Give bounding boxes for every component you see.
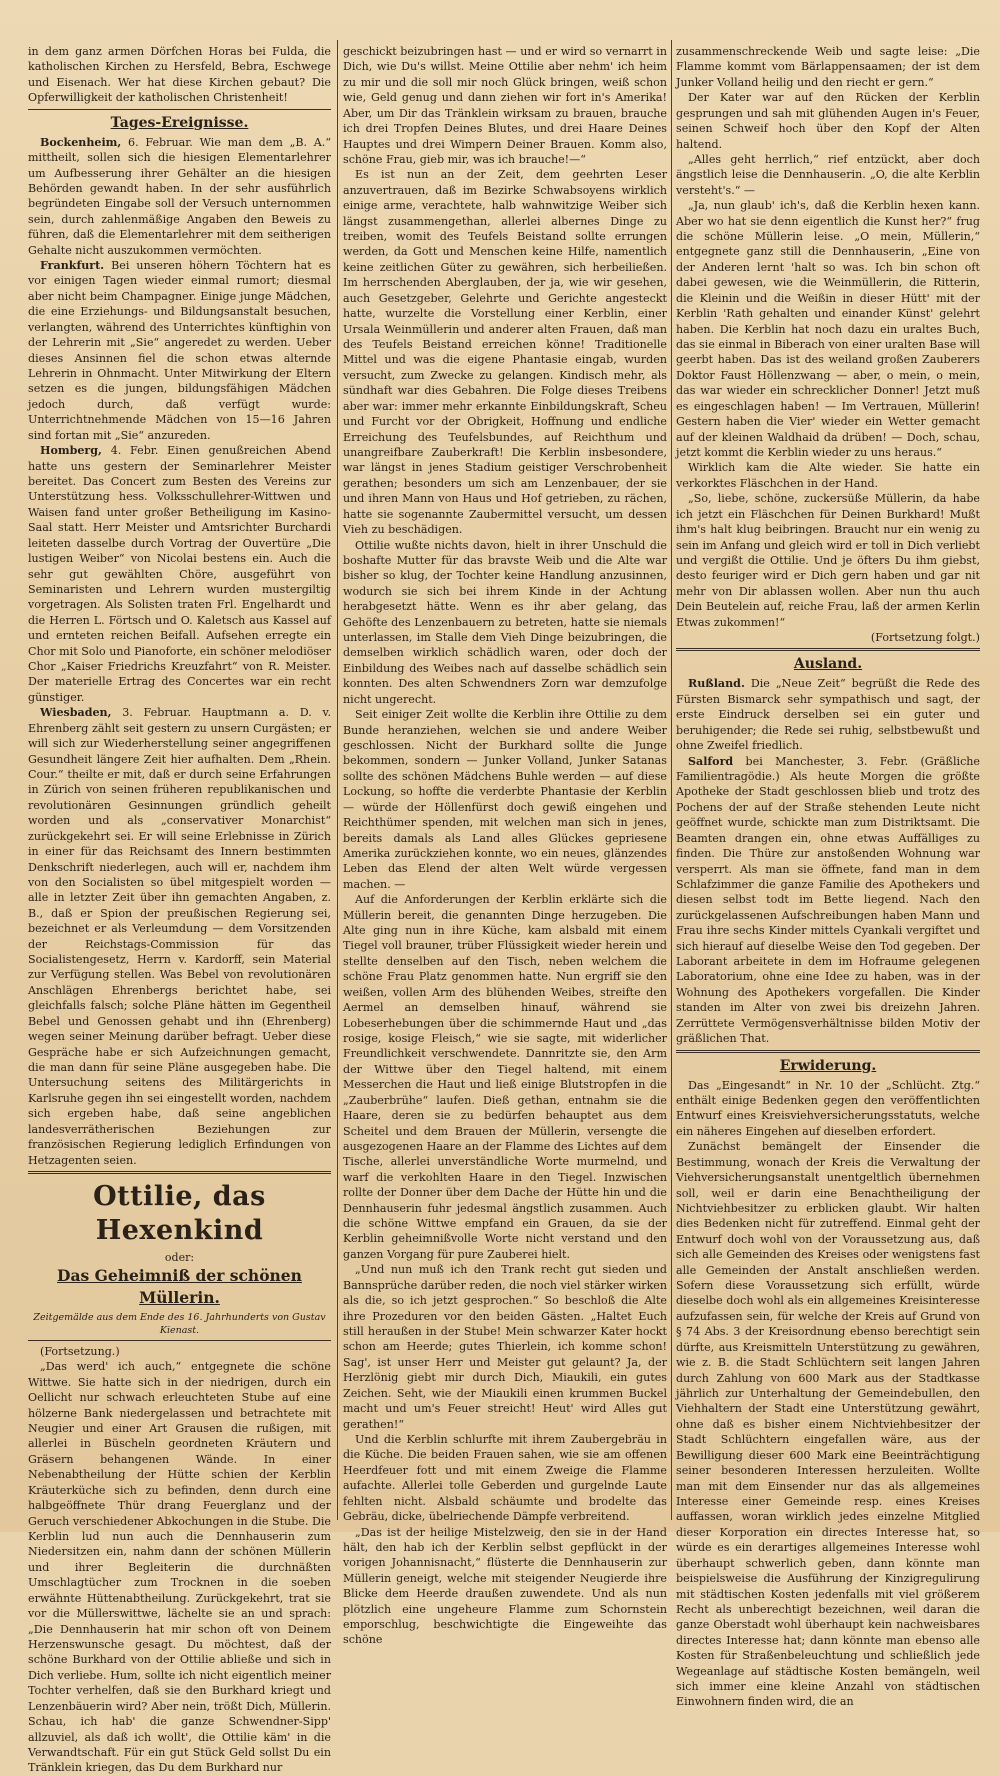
article-wiesbaden: [28, 705, 331, 1168]
story-paragraph: „Alles geht herrlich,“ rief entzückt, aber doch ängstlich leise die Dennhauserin. „O, die alte Kerblin versteht's.“ —: [676, 152, 980, 197]
divider: [28, 109, 331, 110]
text-salford: bei Manchester, 3. Febr. (Gräßliche Familientragödie.) Als heute Morgen die größte Apotheke der Stadt geschlossen blieb und trotz des Pochens der auf der Straße stehenden Leute nicht geöffnet wurde, schickte man zum Distriktsamt. Die Beamten drangen ein, ohne etwas Auffälliges zu finden. Die Thüre zur anstoßenden Wohnung war versperrt. Als man sie öffnete, fand man in dem Schlafzimmer die ganze Familie des Apothekers und diesen selbst todt im Bette liegend. Nach den zurückgelassenen Aufschreibungen haben Mann und Frau ihre sechs Kinder mittels Cyankali vergiftet und sich hierauf auf dieselbe Weise den Tod gegeben. Der Laborant arbeitete in dem im Hofraume gelegenen Laboratorium, ohne eine Idee zu haben, was in der Wohnung des Apothekers vorgefallen. Die Kinder standen im Alter von zwei bis dreizehn Jahren. Zerrüttete Vermögensverhältnisse bilden Motiv der gräßlichen That.: [676, 754, 980, 1046]
section-title-ausland: Ausland.: [793, 656, 863, 673]
divider-double: [28, 1171, 331, 1174]
divider-double: [676, 648, 980, 651]
story-title: Ottilie, das Hexenkind: [93, 1180, 266, 1246]
story-subtitle: Das Geheimniß der schönen Müllerin.: [57, 1265, 302, 1307]
erwiderung-paragraph: Das „Eingesandt“ in Nr. 10 der „Schlücht. Ztg.“ enthält einige Bedenken gegen den veröffentlichten Entwurf eines Kreisviehversicherungsstatuts, welche ein näheres Eingehen auf dieselben erfordert.: [676, 1078, 980, 1138]
story-paragraph: „Ja, nun glaub' ich's, daß die Kerblin hexen kann. Aber wo hat sie denn eigentlich die Kunst her?“ frug die schöne Müllerin leise. „O mein, Müllerin,“ entgegnete ganz still die Dennhauserin, „Eine von der Anderen lernt 'halt so was. Ich bin schon oft dabei gewesen, wie die Weinmüllerin, die Ritterin, die Kleinin und die Weißin in dieser Hütt' mit der Kerblin 'Rath gehalten und einander Künst' gelehrt haben. Die Kerblin hat noch dazu ein uraltes Buch, das sie einmal in Biberach von einer uralten Base will geerbt haben. Das ist des weiland großen Zauberers Doktor Faust Höllenzwang — aber, o mein, o mein, das war wieder ein schrecklicher Donner! Jetzt muß es eingeschlagen haben! — Im Vertrauen, Müllerin! Gestern haben die Vier' wieder ein Wetter gemacht auf der kleinen Waldhaid da drüben! — Doch, schau, jetzt kommt die Kerblin wieder zu uns heraus.“: [676, 199, 980, 459]
article-frankfurt: [28, 258, 331, 443]
place-salford: Salford: [688, 754, 734, 768]
place-russland: Rußland.: [688, 677, 745, 691]
story-text-part3: zusammenschreckende Weib und sagte leise: „Die Flamme kommt vom Bärlappensaamen; der ist dem Junker Volland heilig und den riecht er gern.“: [676, 45, 980, 89]
place-wiesbaden: Wiesbaden,: [40, 706, 112, 720]
story-paragraph: Wirklich kam die Alte wieder. Sie hatte ein verkorktes Fläschchen in der Hand.: [676, 461, 980, 490]
section-title-tagesereignisse: Tages-Ereignisse.: [110, 114, 249, 131]
story-paragraph: Und die Kerblin schlurfte mit ihrem Zaubergebräu in die Küche. Die beiden Frauen sahen, wie sie am offenen Heerdfeuer fott und mit einem Zweige die Flamme aufachte. Allerlei tolle Geberden und gurgelnde Laute fehlten nicht. Alsbald schäumte und brodelte das Gebräu, dicke, übelriechende Dämpfe verbreitend.: [343, 1432, 667, 1524]
text-russland: Die „Neue Zeit“ begrüßt die Rede des Fürsten Bismarck sehr sympathisch und sagt, der erste Eindruck derselben sei ein guter und beruhigender; die Rede sei ruhig, selbstbewußt und ohne Zweifel friedlich.: [676, 677, 981, 753]
story-paragraph: Auf die Anforderungen der Kerblin erklärte sich die Müllerin bereit, die genannten Dinge herzugeben. Die Alte ging nun in ihre Küche, kam alsbald mit einem Tiegel voll brauner, trüber Flüssigkeit wieder herein und stellte denselben auf den Tisch, neben welchem die schöne Frau Platz genommen hatte. Nun ergriff sie den weißen, vollen Arm des blühenden Weibes, streifte den Aermel an demselben hinauf, während sie Lobeserhebungen über die schimmernde Haut und „das rosige, kosige Fleisch,“ wie sie sagte, mit widerlicher Freundlichkeit verschwendete. Dannritzte sie, den Arm der Wittwe über den Tiegel haltend, mit einem Messerchen die Haut und ließ einige Blutstropfen in die „Zauberbrühe“ laufen. Dieß gethan, entnahm sie die Haare, deren sie zu bedürfen behauptet aus dem Scheitel und dem Brauen der Müllerin, versengte die ausgezogenen Haare an der Flamme des Lichtes auf dem Tische, allerlei unverständliche Worte murmelnd, und warf die verkohlten Haare in den Tiegel. Inzwischen rollte der Donner über dem Dache der Hütte hin und die Dennhauserin fuhr jedesmal ängstlich zusammen. Auch die schöne Wittwe empfand ein Grauen, da sie der Kerblin geheimnißvolle Worte nicht verstand und den ganzen Vorgang für pure Zauberei hielt.: [343, 893, 667, 1261]
text-homberg: 4. Febr. Einen genußreichen Abend hatte uns gestern der Seminarlehrer Meister bereitet. Das Concert zum Besten des Vereins zur Unterstützung hess. Volksschullehrer-Wittwen und Waisen fand unter großer Betheiligung im Kasino-Saal statt. Herr Meister und Amtsrichter Burchardi leiteten dasselbe durch Vortrag der Ouvertüre „Die lustigen Weiber“ von Nicolai bestens ein. Auch die sehr gut gewählten Chöre, ausgeführt von Seminaristen und Lehrern wurden mustergiltig vorgetragen. Als Solisten traten Frl. Engelhardt und die Herren L. Förtsch und O. Kaletsch aus Kassel auf und ernteten reichen Beifall. Aufsehen erregte ein Chor mit Solo und Pianoforte, ein schöner melodiöser Chor „Kaiser Friedrichs Kreuzfahrt“ von R. Meister. Der materielle Ertrag des Concertes war ein recht günstiger.: [28, 444, 332, 704]
story-paragraph: „So, liebe, schöne, zuckersüße Müllerin, da habe ich jetzt ein Fläschchen für Deinen Burkhard! Mußt ihm's halt klug beibringen. Braucht nur ein wenig zu sein im Anfang und gleich wird er toll in Dich verliebt und vergißt die Ottilie. Und je öfters Du ihm giebst, desto feuriger wird er Dich gern haben und gar nit mehr von Dir ablassen wollen. Aber nun thu auch Dein Beutelein auf, reiche Frau, laß der armen Kerlin Etwas zukommen!“: [676, 492, 980, 629]
text-wiesbaden: 3. Februar. Hauptmann a. D. v. Ehrenberg zählt seit gestern zu unsern Curgästen; er will sich zur Wiederherstellung seiner angegriffenen Gesundheit längere Zeit hier aufhalten. Dem „Rhein. Cour.“ theilte er mit, daß er durch seine Erfahrungen in Zürich von seinen früheren republikanischen und revolutionären Gesinnungen gründlich geheilt worden und als „conservativer Monarchist“ zurückgekehrt sei. Er will seine Erlebnisse in Zürich in einer für das Reichsamt des Innern bestimmten Denkschrift niederlegen, auch will er, nachdem ihm von den Socialisten so übel mitgespielt worden — alle in letzter Zeit über ihn gemachten Angaben, z. B., daß er Spion der preußischen Regierung sei, bezeichnet er als Verleumdung — dem Vorsitzenden der Reichstags-Commission für das Socialistengesetz, Herrn v. Kardorff, sein Material zur Verfügung stellen. Was Bebel von revolutionären Anschlägen Ehrenbergs berichtet habe, sei gleichfalls falsch; solche Pläne hätten im Gegentheil Bebel und Genossen gehabt und ihn (Ehrenberg) wegen seiner Meinung darüber befragt. Ueber diese Gespräche habe er sich Aufzeichnungen gemacht, die man dann für seine Pläne ausgegeben habe. Die Untersuchung seitens des Militärgerichts in Karlsruhe gegen ihn sei eingestellt worden, nachdem sich ergeben habe, daß seine angeblichen landesverrätherischen Beziehungen zur französischen Regierung lediglich Erfindungen von Hetzagenten seien.: [28, 706, 331, 1167]
column-middle: [343, 44, 667, 1648]
article-homberg: [28, 443, 331, 705]
section-title-erwiderung: Erwiderung.: [779, 1057, 877, 1074]
column-right: [676, 44, 980, 1710]
story-continuation: (Fortsetzung.): [40, 1344, 120, 1358]
article-bockenheim: [28, 135, 331, 258]
story-paragraph: Ottilie wußte nichts davon, hielt in ihrer Unschuld die boshafte Mutter für das bravste Weib und die Alte war bisher so klug, der Tochter keine Handlung anzusinnen, wodurch sie sich bei ihrem Kinde in der Achtung herabgesetzt hätte. Wenn es ihr aber gelang, das Gehöfte des Lenzenbauern zu betreten, hatte sie niemals unterlassen, im Stalle dem Vieh Dinge beizubringen, die demselben wirklich schädlich waren, oder doch der Einbildung des Weibes nach auf dasselbe schädlich sein konnten. Des alten Schwendners Zorn war demzufolge nicht ungerecht.: [343, 538, 667, 706]
erwiderung-paragraph: Zunächst bemängelt der Einsender die Bestimmung, wonach der Kreis die Verwaltung der Viehversicherungsanstalt unentgeltlich übernehmen soll, weil er darin eine Benachtheiligung der Nichtviehbesitzer zu erblicken glaubt. Wir halten dies Bedenken nicht für zutreffend. Einmal geht der Entwurf doch wohl von der Voraussetzung aus, daß sich alle Gemeinden des Kreises oder wenigstens fast alle Gemeinden der Anstalt anschließen werden. Sofern diese Voraussetzung sich erfüllt, würde dieselbe doch wohl als ein allgemeines Kreisinteresse aufzufassen sein, für welche der Kreis auf Grund von § 74 Abs. 3 der Kreisordnung ebenso berechtigt sein dürfte, aus Kreismitteln Unterstützung zu gewähren, wie z. B. die Stadt Schlüchtern seit langen Jahren durch Zahlung von 600 Mark aus der Stadtkasse jährlich zur Unterhaltung der Gemeindebullen, den Viehhaltern der Stadt eine Unterstützung gewährt, ohne daß es bisher einem Nichtviehbesitzer der Stadt Schlüchtern eingefallen wäre, aus der Bewilligung dieser 600 Mark eine Beeinträchtigung seiner besonderen Interessen herzuleiten. Wollte man mit dem Einsender nur das als allgemeines Interesse einer Gemeinde resp. eines Kreises auffassen, woran wirklich jedes einzelne Mitglied dieser Korporation ein directes Interesse hat, so würde es ein derartiges allgemeines Interesse wohl überhaupt schwerlich geben, dann könnte man beispielsweise die Ausführung der Kinzigregulirung mit städtischen Kosten jedenfalls mit viel größerem Recht als unberechtigt bezeichnen, weil daran die ganze Oberstadt wohl überhaupt kein nachweisbares directes Interesse hat; dann könnte man ebenso alle Kosten für Straßenbeleuchtung und schließlich jede Wegeanlage auf städtische Kosten bemängeln, weil sich immer eine kleine Anzahl von städtischen Einwohnern finden wird, die an: [676, 1140, 980, 1709]
story-byline: Zeitgemälde aus dem Ende des 16. Jahrhunderts von Gustav Kienast.: [33, 1311, 326, 1336]
column-divider-1: [337, 40, 338, 1520]
divider: [28, 1340, 331, 1341]
intro-paragraph: in dem ganz armen Dörfchen Horas bei Fulda, die katholischen Kirchen zu Hersfeld, Bebra, Eschwege und Eisenach. Wer hat diese Kirchen gebaut? Die Opferwilligkeit der katholischen Christenheit!: [28, 45, 331, 105]
story-text-part1: „Das werd' ich auch,“ entgegnete die schöne Wittwe. Sie hatte sich in der niedrigen, durch ein Oellicht nur schwach erleuchteten Stube auf eine hölzerne Bank niedergelassen und betrachtete mit Neugier und einer Art Grausen die rußigen, mit allerlei in Büscheln geordneten Kräutern und Gräsern behangenen Wände. In einer Nebenabtheilung der Hütte schien der Kerblin Kräuterküche sich zu befinden, denn durch eine halbgeöffnete Thür drang Feuerglanz und der Geruch verschiedener Abkochungen in die Stube. Die Kerblin lud nun auch die Dennhauserin zum Niedersitzen ein, nahm dann der schönen Müllerin und ihrer Begleiterin die durchnäßten Umschlagtücher zum Trocknen in die soeben erwähnte Hüttenabtheilung. Zurückgekehrt, trat sie vor die Müllerswittwe, lächelte sie an und sprach: „Die Dennhauserin hat mir schon oft von Deinem Herzenswunsche gesagt. Du möchtest, daß der schöne Burkhard von der Ottilie abließe und sich in Dich verliebe. Hum, sollte ich nicht eigentlich meiner Tochter verhelfen, daß sie den Burkhard kriegt und Lenzenbäuerin wird? Aber nein, trößt Dich, Müllerin. Schau, ich hab' die ganze Schwendner-Sipp' allzuviel, als daß ich wollt', die Ottilie käm' in die Verwandtschaft. Für ein gut Stück Geld sollst Du ein Tränklein kriegen, das Du dem Burkhard nur: [28, 1360, 331, 1775]
text-bockenheim: 6. Februar. Wie man dem „B. A.“ mittheilt, sollen sich die hiesigen Elementarlehrer um Aufbesserung ihrer Gehälter an die hiesigen Behörden gewandt haben. In der sehr ausführlich begründeten Eingabe soll der Versuch unternommen sein, durch zahlenmäßige Angaben den Beweis zu führen, daß die Elementarlehrer mit dem seitherigen Gehalte nicht auszukommen vermöchten.: [28, 135, 332, 257]
continuation-note: (Fortsetzung folgt.): [870, 631, 980, 645]
divider-double: [676, 1050, 980, 1053]
article-russland: [676, 676, 980, 753]
story-paragraph: „Und nun muß ich den Trank recht gut sieden und Bannsprüche darüber reden, die noch viel stärker wirken als die, so ich jetzt gesprochen.“ So beschloß die Alte ihre Prozeduren vor den beiden Gästen. „Haltet Euch still heraußen in der Stube! Mein schwarzer Kater hockt schon am Heerde; gutes Thierlein, ich komme schon! Sag', ist unser Herr und Meister gut gelaunt? Ja, der Herzlönig giebt mir durch Dich, Miaukili, ein gutes Zeichen. Seht, wie der Miaukili einen krummen Buckel macht und um's Feuer streicht! Heut' wird Alles gut gerathen!“: [343, 1263, 668, 1431]
story-paragraph: „Das ist der heilige Mistelzweig, den sie in der Hand hält, den hab ich der Kerblin selbst gepflückt in der vorigen Johannisnacht,“ flüsterte die Dennhauserin zur Müllerin geneigt, welche mit steigender Neugierde ihre Blicke dem Heerde draußen zuwendete. Und als nun plötzlich eine ungeheure Flamme zum Schornstein emporschlug, beschwichtigte die Eingeweihte das schöne: [343, 1525, 667, 1647]
place-frankfurt: Frankfurt.: [40, 259, 105, 273]
story-paragraph: Es ist nun an der Zeit, dem geehrten Leser anzuvertrauen, daß im Bezirke Schwabsoyens wirklich einige arme, verachtete, halb wahnwitzige Weiber sich längst zusammengethan, allerlei albernes Dinge zu treiben, womit des Teufels Beistand sollte errungen werden, da Gott und Menschen keine Hilfe, namentlich keine zeitlichen Güter zu gewähren, sich herbeiließen. Im herrschenden Aberglauben, der ja, wie wir gesehen, auch Gesetzgeber, Gelehrte und Gerichte angesteckt hatte, wurzelte die Vorstellung einer Kerblin, einer Ursala Weinmüllerin und anderer alten Frauen, daß man des Teufels Beistand erreichen könne! Traditionelle Mittel und was die eigene Phantasie eingab, wurden versucht, zum Zwecke zu gelangen. Kindisch mehr, als sündhaft war dies Gebahren. Die Folge dieses Treibens aber war: immer mehr erkannte Einbildungskraft, Scheu und Furcht vor der Obrigkeit, Hoffnung und endliche Erreichung des Teufelsbundes, auf Reichthum und unangreifbare Zauberkraft! Die Kerblin insbesondere, war längst in jenes Stadium geistiger Verschrobenheit gerathen; besonders um sich am Lenzenbauer, der sie und ihren Mann von Haus und Hof getrieben, zu rächen, hatte sie sogenannte Zaubermittel versucht, um dessen Vieh zu beschädigen.: [343, 168, 667, 537]
story-oder: oder:: [164, 1250, 195, 1264]
column-left: [28, 44, 331, 1776]
place-bockenheim: Bockenheim,: [40, 135, 122, 149]
story-paragraph: Seit einiger Zeit wollte die Kerblin ihre Ottilie zu dem Bunde heranziehen, welchen sie und andere Weiber geschlossen. Nicht der Burkhard sollte die Junge bekommen, sondern — Junker Volland, Junker Satanas sollte des schönen Mädchens Buhle werden — auf diese Lockung, so hoffte die verderbte Phantasie der Kerblin — würde der Höllenfürst doch gewiß eingehen und Reichthümer spenden, mit welchen man sich in jenes, bereits damals als Land alles Glückes gepriesene Amerika zurückziehen konnte, wo ein neues, glänzendes Leben das Elend der alten Welt würde vergessen machen. —: [343, 708, 667, 891]
story-paragraph: Der Kater war auf den Rücken der Kerblin gesprungen und sah mit glühenden Augen in's Feuer, seinen Schweif hoch über den Kopf der Alten haltend.: [676, 91, 980, 151]
column-divider-2: [671, 40, 672, 1520]
article-salford: [676, 754, 980, 1047]
story-text-part2: geschickt beizubringen hast — und er wird so vernarrt in Dich, wie Du's willst. Meine Ottilie aber nehm' ich heim zu mir und die soll mir noch Glück bringen, weiß schon wie, Geld genug und dann ziehen wir fort in's Amerika! Aber, um Dir das Tränklein wirksam zu brauen, brauche ich drei Tropfen Deines Blutes, und drei Haare Deines Hauptes und drei Wimpern Deiner Brauen. Komm also, schöne Frau, gieb mir, was ich brauche!—“: [343, 45, 667, 166]
text-frankfurt: Bei unseren höhern Töchtern hat es vor einigen Tagen wieder einmal rumort; diesmal aber nicht beim Champagner. Einige junge Mädchen, die eine Erziehungs- und Bildungsanstalt besuchen, verlangten, während des Unterrichtes künftighin von der Lehrerin mit „Sie“ angeredet zu werden. Ueber dieses Ansinnen fiel die schon etwas alternde Lehrerin in Ohnmacht. Unter Mitwirkung der Eltern setzen es die jungen, bildungsfähigen Mädchen jedoch durch, daß verfügt wurde: Unterrichtnehmende Mädchen von 15—16 Jahren sind fortan mit „Sie“ anzureden.: [28, 259, 331, 442]
place-homberg: Homberg,: [40, 444, 102, 458]
